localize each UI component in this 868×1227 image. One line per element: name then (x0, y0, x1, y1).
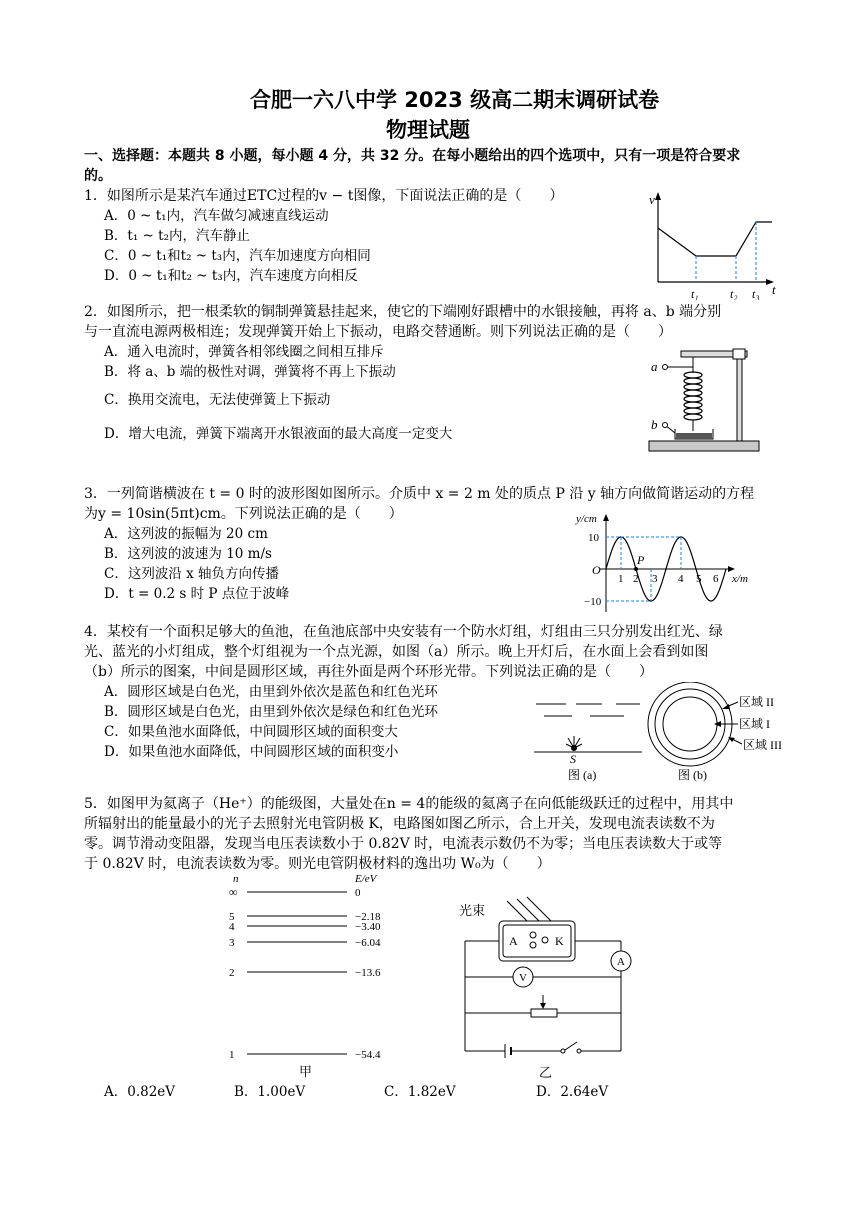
q3-tick-6: 6 (713, 573, 719, 585)
q1-vt-graph (640, 190, 780, 300)
q3-tick-4: 4 (678, 573, 684, 585)
q5-e-1: −54.4 (355, 1049, 381, 1061)
q5-e-inf: 0 (355, 887, 361, 899)
q1-t1-label: t₁ (691, 287, 699, 300)
q3-tick-3: 3 (652, 573, 658, 585)
page-subtitle: 物理试题 (386, 118, 470, 142)
q5-ammeter-label: A (617, 956, 625, 968)
q4-caption-a: 图 (a) (568, 768, 597, 782)
q5-e-2: −13.6 (355, 967, 381, 979)
q3-option-c: C．这列波沿 x 轴负方向传播 (104, 566, 280, 582)
q2-stem-line1: 2．如图所示，把一根柔软的铜制弹簧悬挂起来，使它的下端刚好跟槽中的水银接触，再将 a、b 端分别 (84, 304, 722, 320)
q3-origin-label: O (592, 563, 601, 577)
q5-n-inf: ∞ (229, 885, 238, 899)
q1-v-label: v (649, 192, 655, 207)
q4-option-d: D．如果鱼池水面降低，中间圆形区域的面积变小 (104, 744, 399, 760)
q4-source-label: S (570, 752, 576, 766)
q5-e-5: −2.18 (355, 911, 381, 923)
q1-option-b: B．t₁ ~ t₂内，汽车静止 (104, 228, 250, 244)
q4-option-c: C．如果鱼池水面降低，中间圆形区域的面积变大 (104, 724, 398, 740)
q3-tick-1: 1 (618, 573, 624, 585)
q5-energy-level-diagram (225, 872, 400, 1082)
q2-spring-apparatus (645, 345, 765, 455)
q4-region-3-label: 区域 III (743, 738, 782, 752)
q4-option-a: A．圆形区域是白色光，由里到外依次是蓝色和红色光环 (104, 684, 438, 700)
q3-option-a: A．这列波的振幅为 20 cm (104, 526, 268, 542)
q4-region-1-label: 区域 I (739, 717, 770, 731)
q3-tick-2: 2 (633, 573, 639, 585)
q2-option-c: C．换用交流电，无法使弹簧上下振动 (104, 392, 331, 408)
q5-n-3: 3 (229, 937, 235, 949)
q3-y-top-label: 10 (588, 532, 599, 544)
q5-light-beam-label: 光束 (459, 903, 486, 918)
q1-option-d: D．0 ~ t₁和t₂ ~ t₃内，汽车速度方向相反 (104, 268, 358, 284)
q1-option-c: C．0 ~ t₁和t₂ ~ t₃内，汽车加速度方向相同 (104, 248, 371, 264)
q5-option-d: D．2.64eV (536, 1084, 609, 1100)
q5-n-4: 4 (229, 921, 235, 933)
q4-stem-line1: 4．某校有一个面积足够大的鱼池，在鱼池底部中央安装有一个防水灯组，灯组由三只分别发出红光、绿 (84, 624, 723, 640)
page-title: 合肥一六八中学 2023 级高二期末调研试卷 (250, 88, 660, 112)
q5-voltmeter-label: V (519, 972, 527, 984)
q5-stem-line2: 所辐射出的能量最小的光子去照射光电管阴极 K，电路图如图乙所示，合上开关，发现电流表读数不为 (84, 816, 715, 832)
q3-stem-line2: 为y = 10sin(5πt)cm。下列说法正确的是（ ） (84, 506, 403, 522)
q1-t3-label: t₃ (752, 287, 760, 300)
q3-option-b: B．这列波的波速为 10 m/s (104, 546, 272, 562)
q5-e-4: −3.40 (355, 921, 381, 933)
q5-option-a: A．0.82eV (104, 1084, 176, 1100)
q5-option-b: B．1.00eV (234, 1084, 306, 1100)
q5-anode-label: A (509, 934, 518, 948)
q3-stem-line1: 3．一列简谐横波在 t = 0 时的波形图如图所示。介质中 x = 2 m 处的质点 P 沿 y 轴方向做简谐运动的方程 (84, 486, 755, 502)
q5-e-label: E/eV (355, 873, 377, 885)
q4-stem-line3: （b）所示的图案，中间是圆形区域，再往外面是两个环形光带。下列说法正确的是（ ） (84, 664, 653, 680)
q3-option-d: D．t = 0.2 s 时 P 点位于波峰 (104, 586, 290, 602)
q2-option-d: D．增大电流，弹簧下端离开水银液面的最大高度一定变大 (104, 426, 453, 442)
q1-stem: 1．如图所示是某汽车通过ETC过程的v − t图像，下面说法正确的是（ ） (84, 188, 564, 204)
q5-n-5: 5 (229, 911, 235, 923)
section-heading-line1: 一、选择题：本题共 8 小题，每小题 4 分，共 32 分。在每小题给出的四个选项中，只有一项是符合要求 (84, 148, 741, 164)
q2-option-b: B．将 a、b 端的极性对调，弹簧将不再上下振动 (104, 364, 396, 380)
q2-a-label: a (651, 359, 658, 374)
q1-t2-label: t₂ (730, 287, 738, 300)
q5-photocell-circuit (455, 895, 640, 1080)
q3-x-axis-label: x/m (732, 573, 748, 585)
q4-caption-b: 图 (b) (678, 768, 707, 782)
q2-stem-line2: 与一直流电源两极相连；发现弹簧开始上下振动，电路交替通断。则下列说法正确的是（ ） (84, 324, 672, 340)
q5-n-2: 2 (229, 967, 235, 979)
q3-point-p-label: P (637, 553, 645, 567)
q1-option-a: A．0 ~ t₁内，汽车做匀减速直线运动 (104, 208, 329, 224)
q5-n-label: n (233, 873, 239, 885)
q4-figure-a-pond (530, 682, 650, 784)
q4-figure-b-rings (640, 682, 790, 784)
q5-stem-line1: 5．如图甲为氦离子（He⁺）的能级图，大量处在n = 4的能级的氦离子在向低能级跃迁的过程中，用其中 (84, 796, 734, 812)
q5-cathode-label: K (555, 934, 564, 948)
q3-wave-graph (570, 508, 760, 616)
q5-caption-yi: 乙 (539, 1065, 553, 1080)
q3-tick-5: 5 (696, 573, 702, 585)
q5-n-1: 1 (229, 1049, 235, 1061)
q3-y-bottom-label: −10 (584, 596, 602, 608)
q4-option-b: B．圆形区域是白色光，由里到外依次是绿色和红色光环 (104, 704, 438, 720)
q5-stem-line4: 于 0.82V 时，电流表读数为零。则光电管阴极材料的逸出功 W₀为（ ） (84, 856, 551, 872)
q3-y-axis-label: y/cm (576, 513, 597, 525)
q1-t-label: t (772, 282, 776, 297)
q5-e-3: −6.04 (355, 937, 381, 949)
q5-caption-jia: 甲 (299, 1064, 313, 1079)
q5-stem-line3: 零。调节滑动变阻器，发现当电压表读数小于 0.82V 时，电流表示数仍不为零；当电压表读数大于或等 (84, 836, 723, 852)
q2-b-label: b (651, 417, 658, 432)
q5-option-c: C．1.82eV (384, 1084, 456, 1100)
q2-option-a: A．通入电流时，弹簧各相邻线圈之间相互排斥 (104, 344, 384, 360)
section-heading-line2: 的。 (84, 168, 112, 184)
q4-region-2-label: 区域 II (739, 695, 774, 709)
q4-stem-line2: 光、蓝光的小灯组成，整个灯组视为一个点光源，如图（a）所示。晚上开灯后，在水面上会看到如图 (84, 644, 709, 660)
